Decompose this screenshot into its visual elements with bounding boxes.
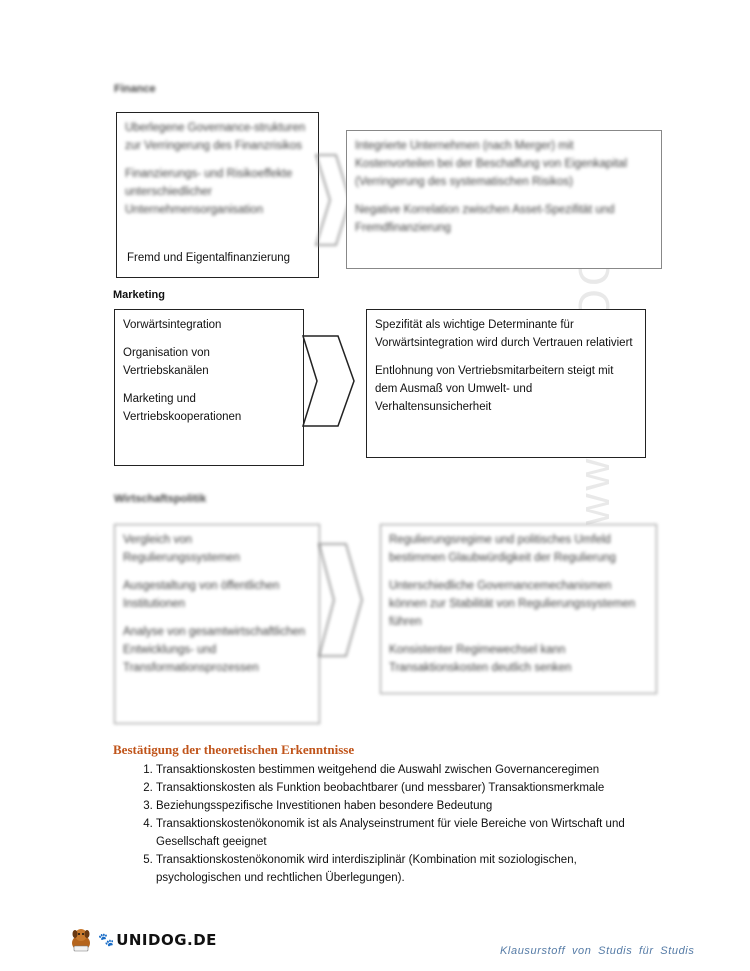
marketing-left-item: Organisation von Vertriebskanälen <box>123 347 210 377</box>
wirtschaftspolitik-right-item: Regulierungsregime und politisches Umfeld bestimmen Glaubwürdigkeit der Regulierung <box>389 534 616 564</box>
marketing-right-box <box>366 309 646 458</box>
wirtschaftspolitik-right-item: Konsistenter Regimewechsel kann Transaktionskosten deutlich senken <box>389 644 572 674</box>
wirtschaftspolitik-arrow <box>316 540 366 660</box>
finance-right-item: Negative Korrelation zwischen Asset-Spezifität und Fremdfinanzierung <box>355 204 615 234</box>
marketing-left-item: Marketing und Vertriebskooperationen <box>123 393 242 423</box>
marketing-right-item: Spezifität als wichtige Determinante für Vorwärtsintegration wird durch Vertrauen relativiert <box>375 319 633 349</box>
wirtschaftspolitik-right-box <box>380 524 657 694</box>
logo-text: UNIDOG.DE <box>116 931 217 949</box>
conclusion-item: 3. Beziehungsspezifische Investitionen haben besondere Bedeutung <box>156 797 656 815</box>
marketing-heading: Marketing <box>113 289 165 301</box>
footer-logo <box>66 925 217 955</box>
wirtschaftspolitik-left-item: Ausgestaltung von öffentlichen Institutionen <box>123 580 280 610</box>
finance-heading: Finance <box>114 83 156 95</box>
marketing-left-box <box>114 309 304 466</box>
conclusion-item: 1. Transaktionskosten bestimmen weitgehend die Auswahl zwischen Governanceregimen <box>156 761 656 779</box>
wirtschaftspolitik-heading: Wirtschaftspolitik <box>114 493 207 505</box>
wirtschaftspolitik-left-item: Analyse von gesamtwirtschaftlichen Entwicklungs- und Transformationsprozessen <box>123 626 306 674</box>
conclusion-list <box>116 761 656 887</box>
conclusion-item: 4. Transaktionskostenökonomik ist als Analyseinstrument für viele Bereiche von Wirtschaft und Gesellschaft geeignet <box>156 815 656 851</box>
marketing-left-item: Vorwärtsintegration <box>123 319 222 331</box>
conclusion-item: 5. Transaktionskostenökonomik wird interdisziplinär (Kombination mit soziologischen, psychologischen und rechtlichen Überlegungen). <box>156 851 656 887</box>
conclusion-list-container <box>116 761 656 887</box>
finance-left-item: Überlegene Governance-strukturen zur Verringerung des Finanzrisikos <box>125 122 306 152</box>
finance-right-box <box>346 130 662 269</box>
wirtschaftspolitik-left-box <box>114 524 320 724</box>
conclusion-title: Bestätigung der theoretischen Erkenntnisse <box>113 742 355 757</box>
finance-left-item: Finanzierungs- und Risikoeffekte unterschiedlicher Unternehmensorganisation <box>125 168 293 216</box>
finance-right-item: Integrierte Unternehmen (nach Merger) mit Kostenvorteilen bei der Beschaffung von Eigenkapital (Verringerung des systematischen Risikos) <box>355 140 628 188</box>
marketing-right-item: Entlohnung von Vertriebsmitarbeitern steigt mit dem Ausmaß von Umwelt- und Verhaltensunsicherheit <box>375 365 614 413</box>
finance-left-box <box>116 112 319 278</box>
wirtschaftspolitik-right-item: Unterschiedliche Governancemechanismen können zur Stabilität von Regulierungssystemen führen <box>389 580 636 628</box>
paw-icon: 🐾 <box>98 932 115 947</box>
conclusion-item: 2. Transaktionskosten als Funktion beobachtbarer (und messbarer) Transaktionsmerkmale <box>156 779 656 797</box>
footer-tagline: Klausurstoff von Studis für Studis <box>500 945 695 957</box>
dog-mascot-icon <box>66 925 96 955</box>
finance-left-last-item: Fremd und Eigentalfinanzierung <box>127 252 291 264</box>
marketing-arrow <box>300 333 360 433</box>
wirtschaftspolitik-left-item: Vergleich von Regulierungssystemen <box>123 534 240 564</box>
